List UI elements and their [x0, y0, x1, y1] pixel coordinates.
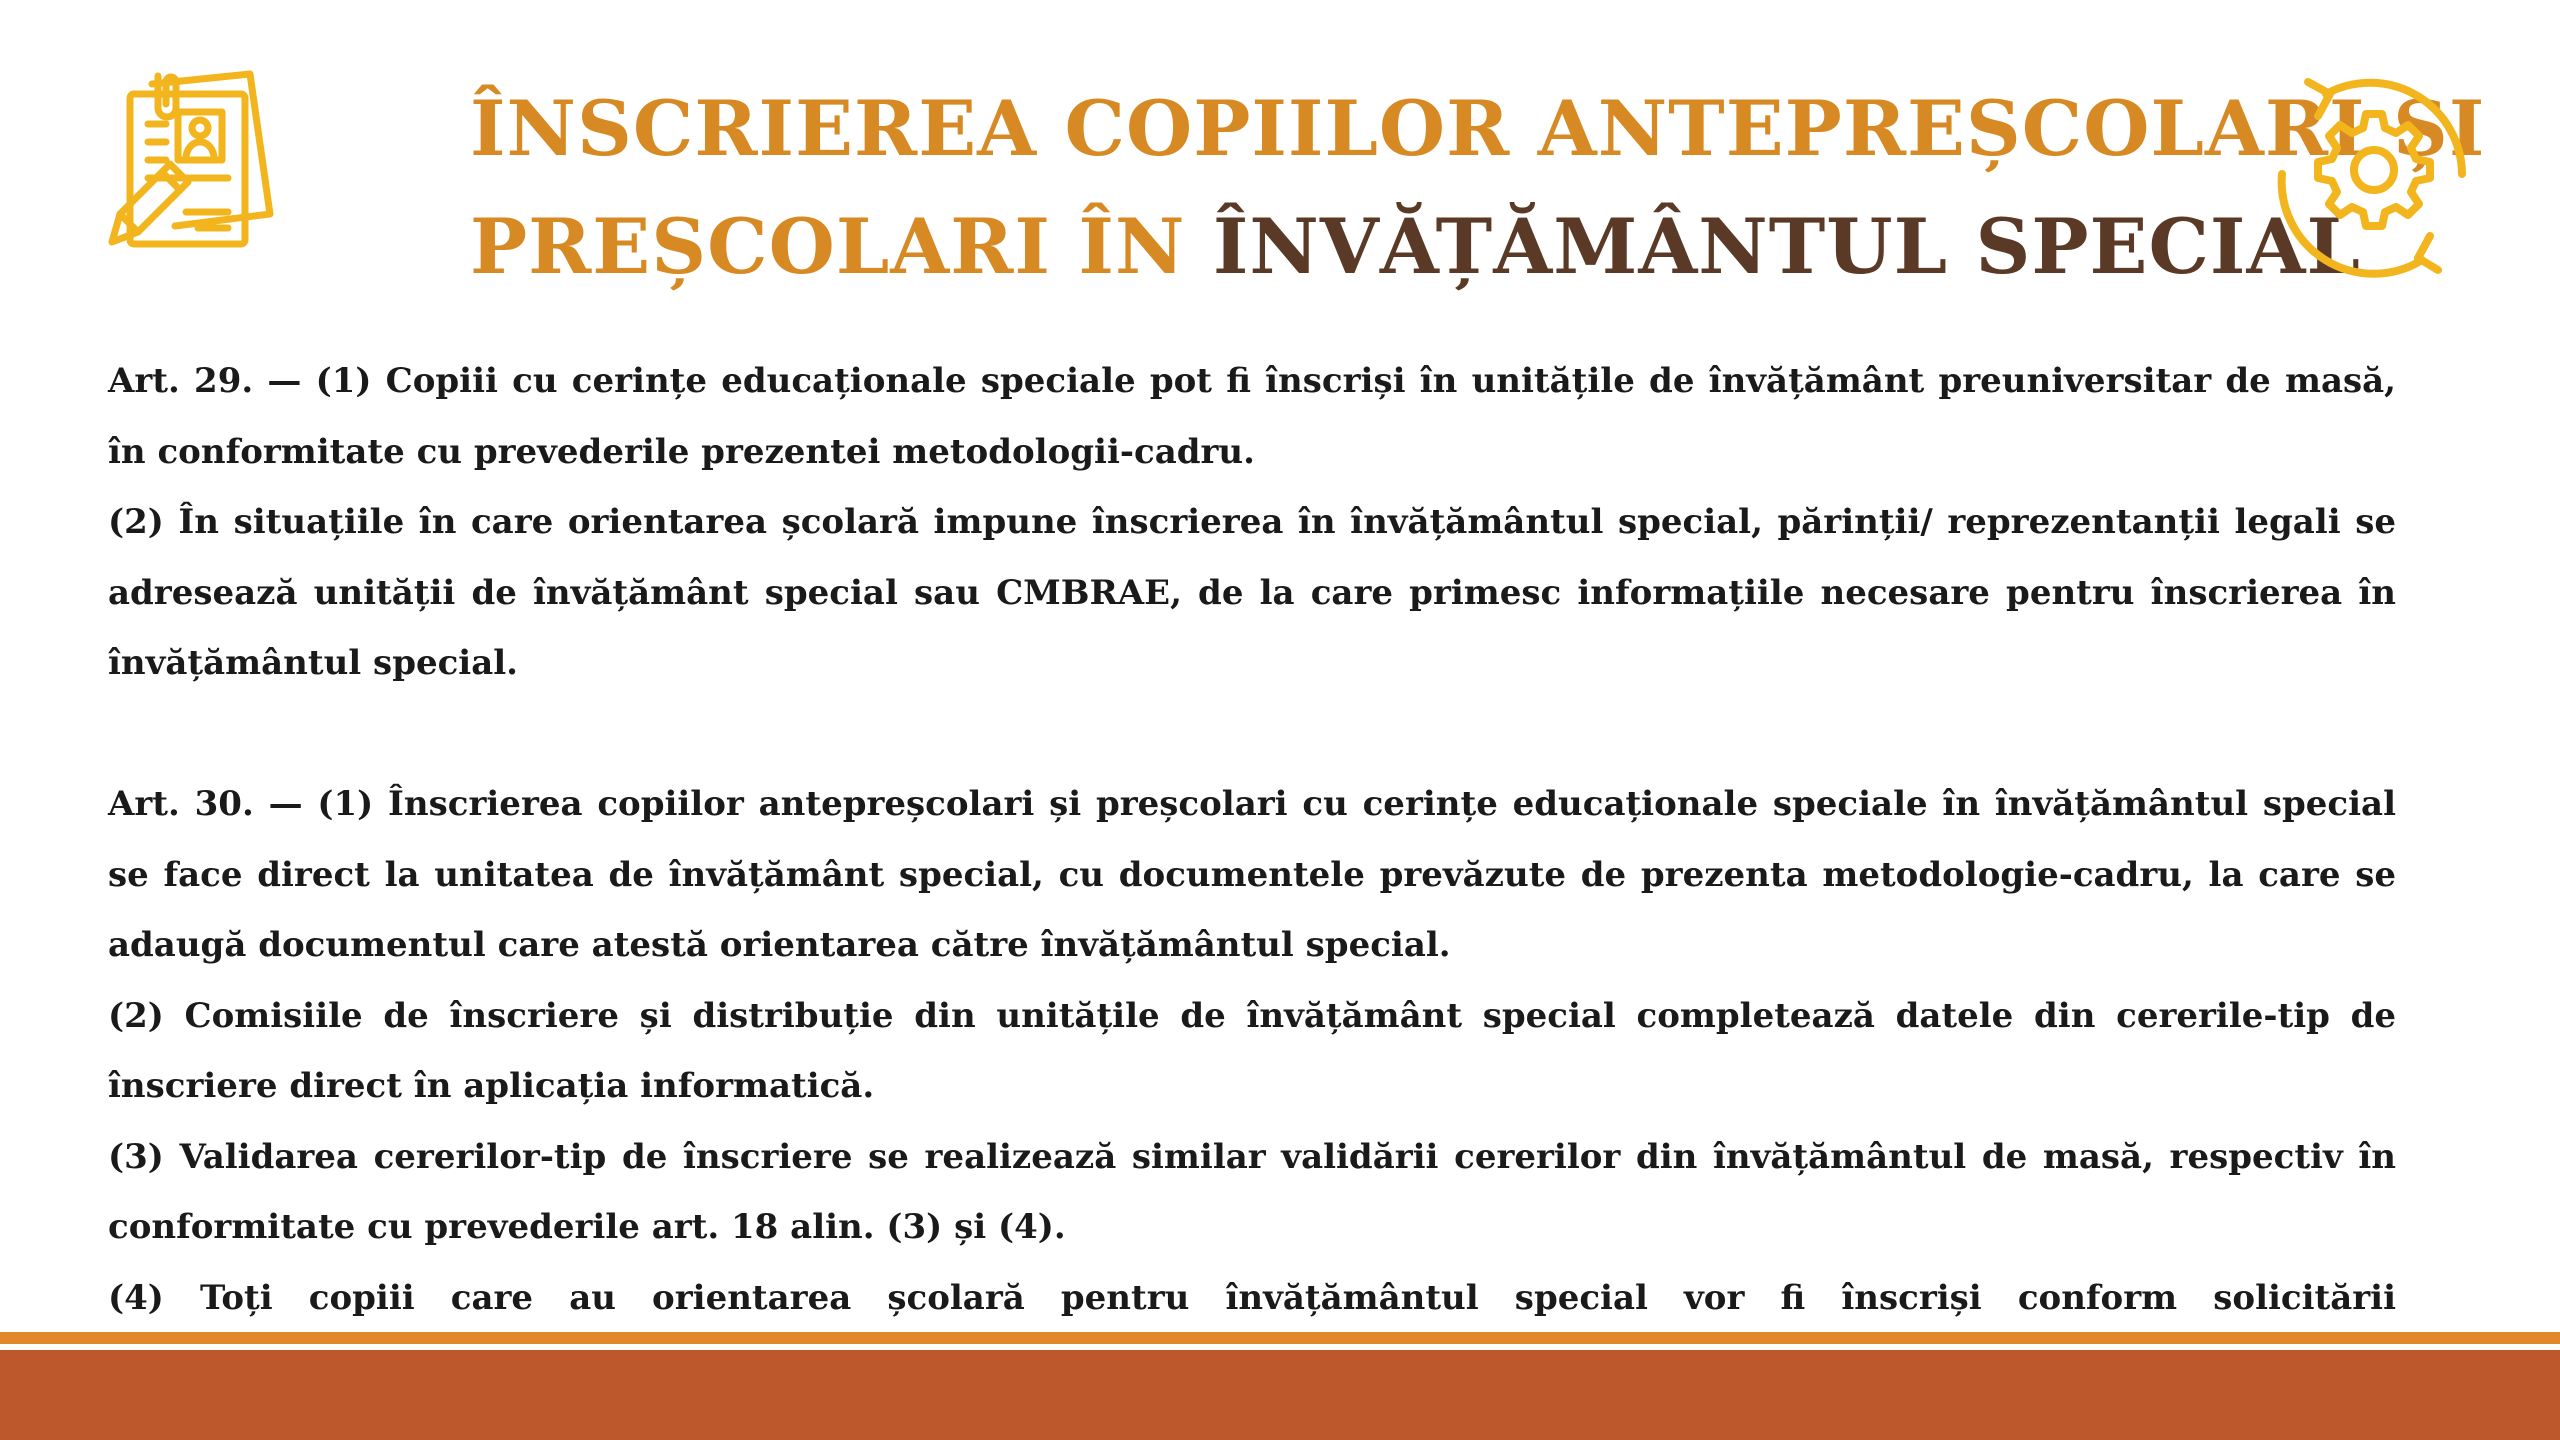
paragraph-art29-2: (2) În situațiile în care orientarea școlară impune înscrierea în învățământul special, părinții/ reprezentanții legali se adresează unității de învățământ special sau CMBRAE, de la care primesc informațiile necesare pentru înscrierea în învățământul special.: [108, 502, 2396, 683]
document-body: [108, 346, 2396, 1404]
title-line-2-part-2: ÎNVĂȚĂMÂNTUL SPECIAL: [1212, 202, 2361, 291]
paragraph-art30-1: Art. 30. — (1) Înscrierea copiilor antepreșcolari și preșcolari cu cerințe educaționale speciale în învățământul special se face direct la unitatea de învățământ special, cu documentele prevăzute de prezenta metodologie-cadru, la care se adaugă documentul care atestă orientarea către învățământul special.: [108, 784, 2396, 965]
registration-form-icon: [100, 64, 290, 254]
paragraph-art30-4: (4) Toți copiii care au orientarea școlară pentru învățământul special vor fi înscriși conform solicitării: [108, 1277, 2396, 1318]
title-line-2-part-1: PREȘCOLARI ÎN: [470, 202, 1186, 291]
page-title: [470, 70, 2486, 306]
footer-band: [0, 1350, 2560, 1440]
paragraph-spacer: [108, 699, 2396, 770]
paragraph-art29-1: Art. 29. — (1) Copiii cu cerințe educaționale speciale pot fi înscriși în unitățile de învățământ preuniversitar de masă, în conformitate cu prevederile prezentei metodologii-cadru.: [108, 361, 2396, 472]
title-line-2: [470, 188, 2361, 306]
title-line-1: ÎNSCRIEREA COPIILOR ANTEPREȘCOLARI ȘI: [470, 84, 2486, 173]
paragraph-art30-3: (3) Validarea cererilor-tip de înscriere se realizează similar validării cererilor din învățământul de masă, respectiv în conformitate cu prevederile art. 18 alin. (3) și (4).: [108, 1136, 2396, 1247]
gear-refresh-icon: [2262, 64, 2482, 284]
footer-stripe: [0, 1332, 2560, 1344]
paragraph-art30-2: (2) Comisiile de înscriere și distribuție din unitățile de învățământ special completează datele din cererile-tip de înscriere direct în aplicația informatică.: [108, 995, 2396, 1106]
